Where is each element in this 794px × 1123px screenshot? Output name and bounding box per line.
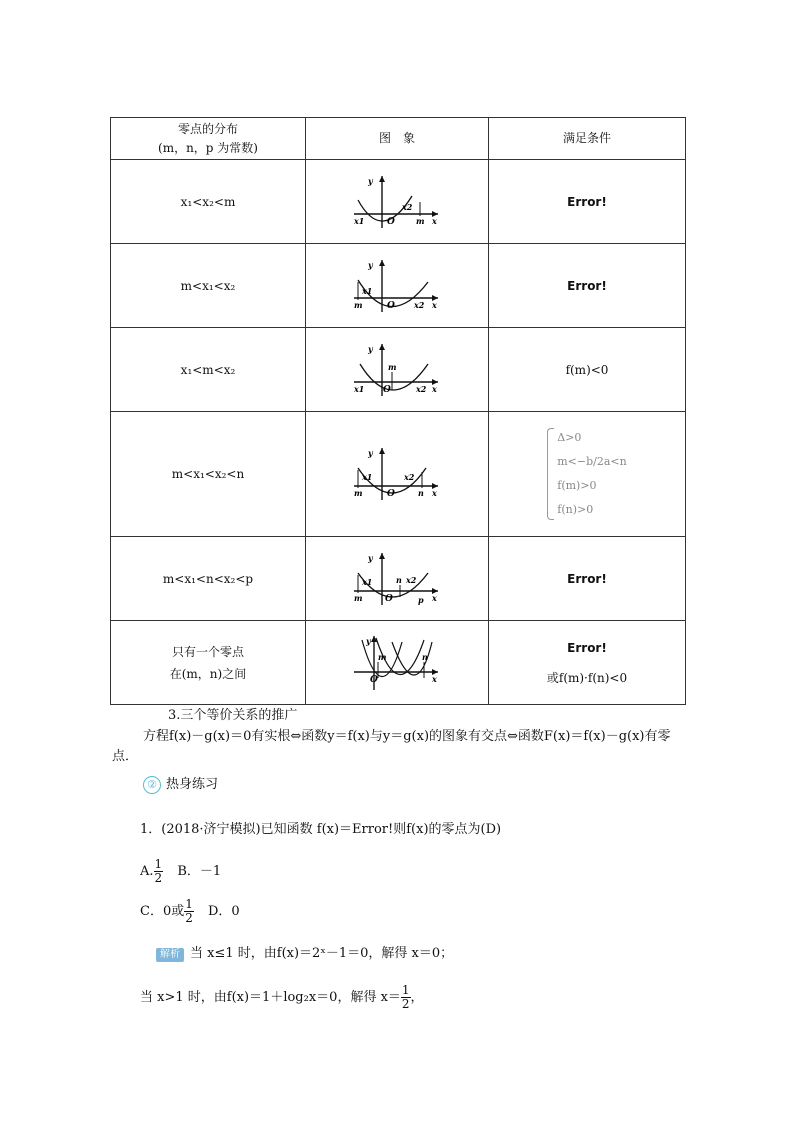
table-row [111, 328, 686, 412]
fraction-numerator: 1 [401, 983, 410, 997]
fraction-denominator: 2 [401, 997, 410, 1011]
graph-x1-label: x1 [354, 215, 365, 226]
graph-x2-label: x2 [416, 383, 427, 394]
condition-cell: Error! [489, 244, 686, 328]
graph-cell [306, 621, 489, 705]
graph-m-label: m [354, 488, 363, 498]
graph-x2-label: x2 [402, 201, 413, 212]
option-d: D．0 [208, 904, 240, 919]
graph-m-label: m [354, 592, 363, 603]
solution-text-2: 当 x>1 时，由f(x)＝1＋log₂x＝0，解得 x＝ [140, 990, 401, 1005]
graph-x2-label: x2 [414, 299, 425, 310]
question-1-options-cd [140, 898, 240, 925]
graph-x-label: x [432, 488, 437, 498]
graph-y-label: y [366, 635, 371, 646]
distribution-cell [111, 621, 306, 705]
graph-x-label: x [432, 215, 437, 226]
solution-line2 [140, 984, 424, 1011]
graph-y-label: y [368, 448, 373, 458]
graph-cell [306, 328, 489, 412]
distribution-cell: m<x₁<n<x₂<p [111, 537, 306, 621]
distribution-cell: m<x₁<x₂ [111, 244, 306, 328]
condition-cell: Error! [489, 160, 686, 244]
distribution-line1: 只有一个零点 [171, 644, 244, 659]
parabola-graph-1 [352, 172, 442, 232]
graph-n-label: n [422, 651, 428, 662]
table-row [111, 537, 686, 621]
condition-line1: Error! [567, 640, 607, 655]
graph-cell [306, 537, 489, 621]
condition-cell: Error! [489, 537, 686, 621]
fraction-denominator: 2 [154, 871, 163, 885]
graph-cell [306, 160, 489, 244]
graph-x2-label: x2 [406, 574, 417, 585]
header-distribution-line1: 零点的分布 [177, 121, 238, 136]
graph-origin-label: O [387, 300, 395, 311]
section3-line1: 方程f(x)－g(x)＝0有实根⇔函数y＝f(x)与y＝g(x)的图象有交点⇔函数F(x)＝f(x)－g(x)有零 [143, 729, 671, 744]
distribution-line2: 在(m，n)之间 [169, 666, 247, 681]
table-row [111, 621, 686, 705]
graph-m-label: m [354, 299, 363, 310]
parabola-graph-3 [352, 340, 442, 400]
section-number-icon: ② [143, 776, 161, 794]
graph-origin-label: O [383, 384, 391, 395]
graph-origin-label: O [387, 216, 395, 227]
graph-x-label: x [432, 673, 437, 684]
solution-text-2-end: ， [410, 990, 424, 1005]
graph-p-label: p [418, 594, 424, 605]
graph-x1-label: x1 [362, 576, 373, 587]
fraction-denominator: 2 [185, 911, 193, 925]
distribution-cell: x₁<m<x₂ [111, 328, 306, 412]
graph-n-label: n [396, 574, 402, 585]
condition-cell: f(m)<0 [489, 328, 686, 412]
graph-n-label: n [418, 488, 424, 498]
graph-m-label: m [388, 361, 397, 372]
graph-y-label: y [368, 175, 373, 186]
header-condition: 满足条件 [489, 118, 686, 160]
condition-cell [489, 621, 686, 705]
parabola-graph-6 [352, 632, 442, 694]
table-row [111, 412, 686, 537]
parabola-graph-4 [352, 444, 442, 504]
option-c-label: C．0或 [140, 904, 185, 919]
question-1-stem: 1．(2018·济宁模拟)已知函数 f(x)＝Error!则f(x)的零点为(D) [140, 822, 502, 837]
graph-origin-label: O [385, 593, 393, 604]
left-brace [547, 428, 554, 520]
system-line: m<−b/2a<n [557, 455, 627, 468]
graph-y-label: y [368, 552, 373, 563]
fraction-one-half [154, 858, 164, 885]
table-row [111, 160, 686, 244]
parabola-graph-2 [352, 256, 442, 316]
question-1-options-ab [140, 858, 221, 885]
solution-text-1: 当 x≤1 时，由f(x)＝2ˣ－1＝0，解得 x＝0； [190, 946, 454, 961]
condition-cell [489, 412, 686, 537]
parabola-graph-5 [352, 549, 442, 609]
fraction-one-half [401, 984, 411, 1011]
graph-y-label: y [368, 259, 373, 270]
condition-line2: 或f(m)·f(n)<0 [546, 670, 628, 685]
distribution-cell: m<x₁<x₂<n [111, 412, 306, 537]
graph-x2-label: x2 [404, 472, 415, 482]
graph-y-label: y [368, 343, 373, 354]
header-distribution-line2: (m，n，p 为常数) [158, 140, 258, 155]
graph-cell [306, 412, 489, 537]
inequality-system [547, 426, 626, 522]
graph-x-label: x [432, 299, 437, 310]
fraction-one-half [184, 898, 194, 925]
graph-origin-label: O [370, 674, 378, 685]
header-distribution [111, 118, 306, 160]
graph-x-label: x [432, 592, 437, 603]
graph-x1-label: x1 [362, 472, 373, 482]
graph-x1-label: x1 [354, 383, 365, 394]
fraction-numerator: 1 [154, 857, 163, 871]
system-line: f(n)>0 [557, 503, 594, 516]
table-header-row [111, 118, 686, 160]
graph-origin-label: O [387, 489, 395, 499]
system-line: Δ>0 [557, 431, 582, 444]
warmup-title: 热身练习 [166, 777, 219, 792]
option-b: B．－1 [177, 864, 222, 879]
solution-badge: 解析 [156, 948, 184, 962]
section3-title: 3.三个等价关系的推广 [168, 708, 298, 723]
option-a-label: A. [140, 864, 154, 879]
table-row [111, 244, 686, 328]
graph-m-label: m [416, 215, 425, 226]
graph-x-label: x [432, 383, 437, 394]
graph-x1-label: x1 [362, 285, 373, 296]
header-graph: 图 象 [306, 118, 489, 160]
system-line: f(m)>0 [557, 479, 597, 492]
zero-distribution-table [110, 117, 686, 705]
section3-line2: 点． [112, 749, 139, 764]
graph-m-label: m [378, 651, 387, 662]
graph-cell [306, 244, 489, 328]
solution-line1 [156, 944, 453, 964]
distribution-cell: x₁<x₂<m [111, 160, 306, 244]
fraction-numerator: 1 [185, 897, 193, 911]
